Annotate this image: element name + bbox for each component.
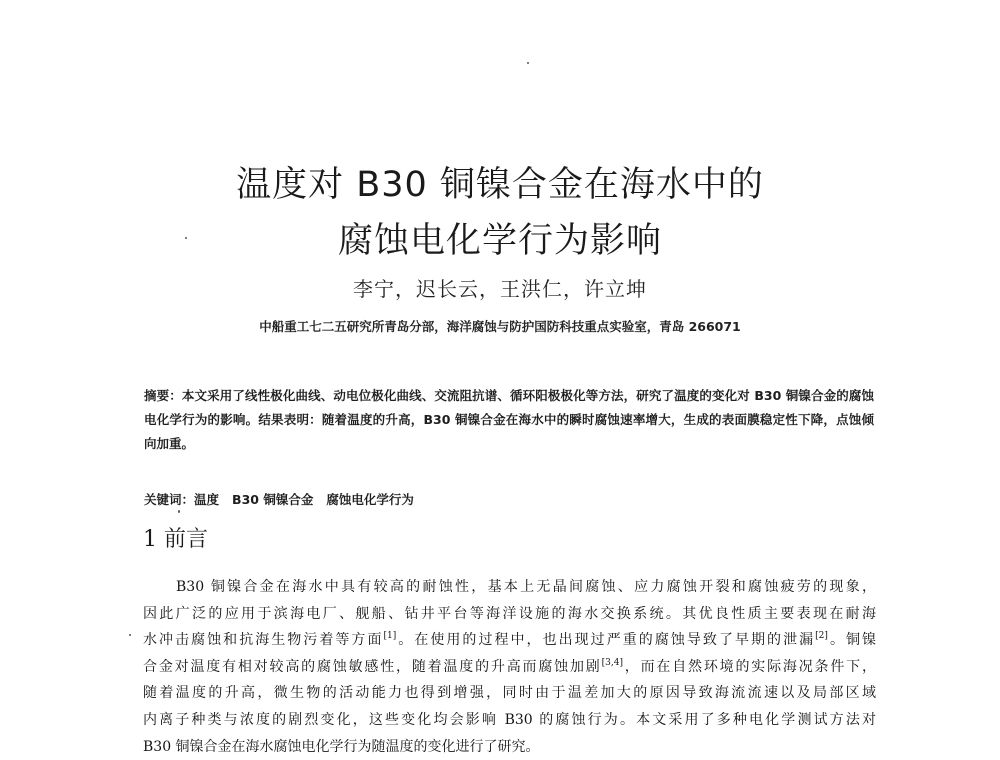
body-line: 因此广泛的应用于滨海电厂、舰船、钻井平台等海洋设施的海水交换系统。其优良性质主要表现在耐海 [143,605,876,622]
section-body [143,574,876,760]
paper-title-line-2: 腐蚀电化学行为影响 [337,221,662,261]
body-line: 合金对温度有相对较高的腐蚀敏感性，随着温度的升高而腐蚀加剧[3,4]，而在自然环境的实际海况条件下， [143,657,877,675]
scan-speck [527,62,529,64]
scan-speck [178,510,180,513]
citation-ref: [2] [815,631,828,642]
abstract: 摘要：本文采用了线性极化曲线、动电位极化曲线、交流阻抗谱、循环阳极极化等方法，研究了温度的变化对 B30 铜镍合金的腐蚀电化学行为的影响。结果表明：随着温度的升高，B30 铜镍合金在海水中的瞬时腐蚀速率增大，生成的表面膜稳定性下降，点蚀倾向加重。 [144,388,874,451]
author-list: 李宁，迟长云，王洪仁，许立坤 [353,277,647,301]
citation-ref: [3,4] [601,657,623,668]
body-line: B30 铜镍合金在海水腐蚀电化学行为随温度的变化进行了研究。 [143,738,540,755]
body-line: 水冲击腐蚀和抗海生物污着等方面[1]。在使用的过程中，也出现过严重的腐蚀导致了早期的泄漏[2]。铜镍 [143,631,877,649]
affiliation: 中船重工七二五研究所青岛分部，海洋腐蚀与防护国防科技重点实验室，青岛 266071 [259,319,741,334]
scan-speck [129,634,131,636]
paper-title-line-1: 温度对 B30 铜镍合金在海水中的 [236,165,764,205]
scan-speck [185,237,187,239]
citation-ref: [1] [383,631,397,642]
keywords: 关键词：温度 B30 铜镍合金 腐蚀电化学行为 [144,492,414,507]
body-line: 随着温度的升高，微生物的活动能力也得到增强，同时由于温差加大的原因导致海流流速以及局部区域 [143,685,876,702]
body-line: B30 铜镍合金在海水中具有较高的耐蚀性，基本上无晶间腐蚀、应力腐蚀开裂和腐蚀疲劳的现象， [176,579,876,595]
body-line: 内离子种类与浓度的剧烈变化，这些变化均会影响 B30 的腐蚀行为。本文采用了多种电化学测试方法对 [143,711,876,728]
section-heading: 1 前言 [143,527,208,552]
